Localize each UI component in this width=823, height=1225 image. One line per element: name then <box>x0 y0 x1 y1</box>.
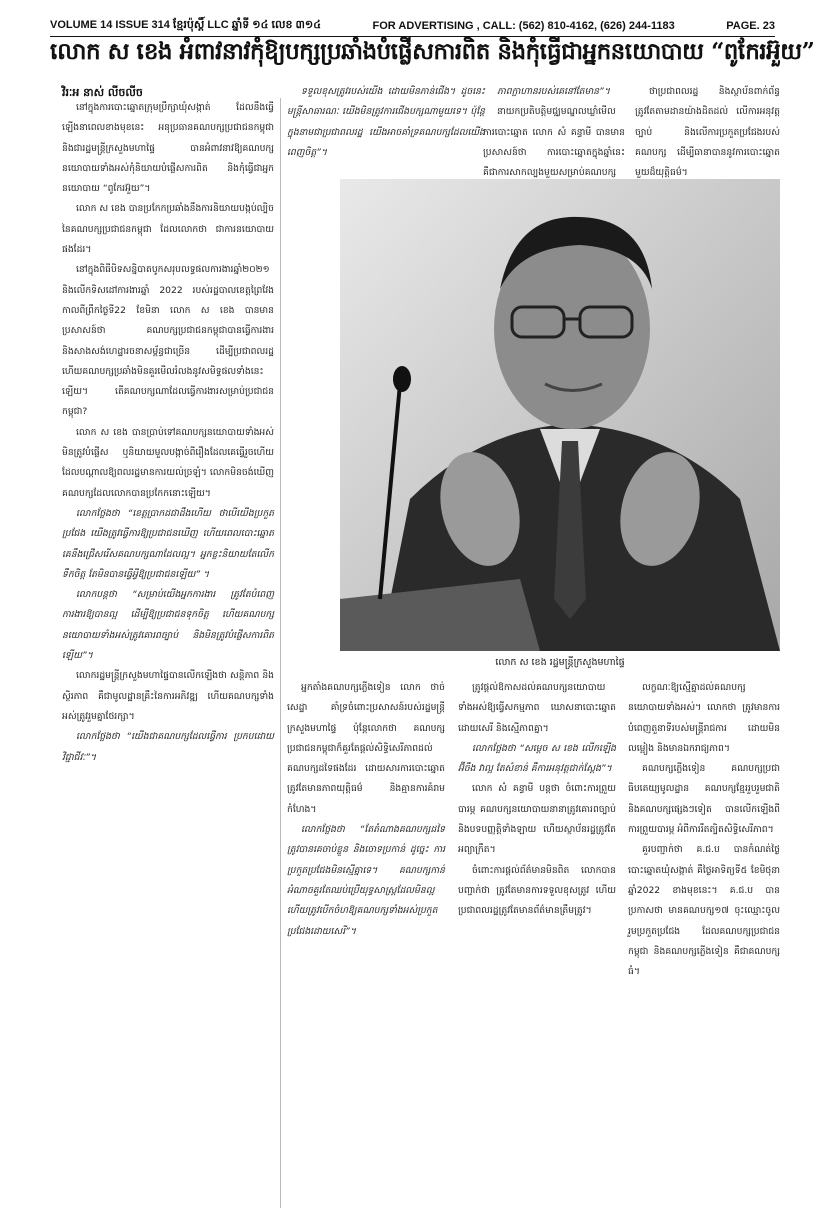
column-3 <box>483 82 625 178</box>
photo-caption: លោក ស ខេង រដ្ឋមន្ត្រីក្រសួងមហាផ្ទៃ <box>495 657 625 668</box>
article-paragraph: ចំពោះការផ្ដល់ព័ត៌មានមិនពិត លោកបានបញ្ជាក់ថា ត្រូវតែមានការទទួលខុសត្រូវ ហើយប្រជាពលរដ្ឋត្រូវតែមានព័ត៌មានត្រឹមត្រូវ។ <box>458 864 616 917</box>
advertising-contact: FOR ADVERTISING , CALL: (562) 810-4162, (626) 244-1183 <box>372 20 675 32</box>
article-paragraph: គួរបញ្ជាក់ថា គ.ជ.ប បានកំណត់ថ្ងៃបោះឆ្នោតឃុំសង្កាត់ គឺថ្ងៃអាទិត្យទី៥ ខែមិថុនា ឆ្នាំ2022 ខាងមុខនេះ។ គ.ជ.ប បានប្រកាសថា មានគណបក្ស១៧ ចុះឈ្មោះចូលរួមប្រកួតប្រជែង ដែលគណបក្សប្រជាជនកម្ពុជា និងគណបក្សភ្លើងទៀន គឺជាគណបក្សធំ។ <box>628 844 780 978</box>
article-paragraph: លោកថ្លែងថា “យើងជាគណបក្សដែលធ្វើការ ប្រកបដោយវិជ្ជាជីវៈ”។ <box>62 731 274 763</box>
article-paragraph: ទទួលខុសត្រូវរបស់យើង ដោយមិនភាន់ជើង។ ដូចនេះ មន្ត្រីសាធារណៈ យើងមិនត្រូវការជើងបក្សណាមួយទេ។ ប៉ុន្តែក្នុងនាមជាប្រជាពលរដ្ឋ យើងអាចគាំទ្រគណបក្សដែលយើងពេញចិត្ត”។ <box>287 86 485 158</box>
column-6 <box>458 678 616 1208</box>
article-paragraph: លោកថ្លែងថា “សម្ដេច ស ខេង លើកឡើងអ៊ីចឹង វាល្អ តែសំខាន់ គឺការអនុវត្តជាក់ស្ដែង”។ <box>458 742 616 775</box>
page-number: PAGE. 23 <box>726 20 775 32</box>
article-paragraph: លោកថ្លែងថា “តែតំណាងគណបក្សដទៃ ត្រូវបានគេចាប់ខ្លួន និងចោទប្រកាន់ ដូច្នេះ ការប្រកួតប្រជែងមិនស្មើគ្នាទេ។ គណបក្សកាន់អំណាចគួរតែឈប់ប្រើយុទ្ធសាស្ត្រដែលមិនល្អ ហើយត្រូវបើកចំហឱ្យគណបក្សទាំងអស់ប្រកួតប្រជែងដោយសេរី”។ <box>287 824 445 937</box>
masthead-bar <box>50 17 775 35</box>
column-7 <box>628 678 780 1208</box>
article-paragraph: លោក ស ខេង បានប្រកែកប្រឆាំងនឹងការនិយាយបង្កប់ល្បិចនៃគណបក្សប្រជាជនកម្ពុជា ដែលលោកថា ជាការនយោបាយ ផងដែរ។ <box>62 203 274 256</box>
article-paragraph: នាយកប្រតិបត្តិមជ្ឈមណ្ឌលឃ្លាំមើល ការបោះឆ្នោត លោក សំ គន្ធាមី បានមានប្រសាសន៍ថា ការបោះឆ្នោតក្នុងឆ្នាំនេះ គឺជាការសាកល្បងមួយសម្រាប់គណបក្ស <box>483 106 625 179</box>
byline: វិរៈអ នាស់ លីចលីច <box>62 86 143 99</box>
article-paragraph: អ្នកតាំងគណបក្សភ្លើងទៀន លោក ថាច់ សេដ្ឋា គាំទ្រចំពោះប្រសាសន៍របស់រដ្ឋមន្ត្រីក្រសួងមហាផ្ទៃ ប៉ុន្តែលោកថា គណបក្សប្រជាជនកម្ពុជាក៏គួរតែផ្ដល់សិទ្ធិសេរីភាពដល់គណបក្សដទៃផងដែរ ដោយសារការបោះឆ្នោតត្រូវតែមានភាពយុត្តិធម៌ និងគ្មានការគំរាមកំហែង។ <box>287 682 445 815</box>
column-2 <box>287 82 485 178</box>
header-rule <box>50 36 775 37</box>
article-paragraph: នៅក្នុងពិធីបិទសន្និបាតបូកសរុបលទ្ធផលការងារឆ្នាំ២០២១ និងលើកទិសដៅការងារឆ្នាំ 2022 របស់រដ្ឋបាលខេត្តព្រៃវែង កាលពីព្រឹកថ្ងៃទី22 ខែមិនា លោក ស ខេង បានមានប្រសាសន៍ថា គណបក្សប្រជាជនកម្ពុជាបានធ្វើការងារ និងសាងសង់ហេដ្ឋារចនាសម្ព័ន្ធជាច្រើន ដើម្បីប្រជាពលរដ្ឋ ហើយគណបក្សប្រឆាំងមិនគួរមើលរំលងនូវសមិទ្ធផលទាំងនេះឡើយ។ តើគណបក្សណាដែលធ្វើការងារសម្រាប់ប្រជាជនកម្ពុជា? <box>62 264 274 418</box>
article-photo <box>340 179 780 651</box>
article-paragraph: ភាពក្លាហានរបស់គេនៅតែមាន”។ <box>497 86 610 97</box>
column-divider <box>280 98 281 1208</box>
volume-issue: VOLUME 14 ISSUE 314 ខ្មែរប៉ុស្ដិ៍ LLC ឆ្នាំទី ១៤ លេខ ៣១៤ <box>50 19 321 31</box>
column-1 <box>62 98 274 1208</box>
article-headline: លោក ស ខេង អំពាវនាវកុំឱ្យបក្សប្រឆាំងបំផ្លើសការពិត និងកុំធ្វើជាអ្នកនយោបាយ “ពូកែរអ៊ួយ” <box>50 38 815 65</box>
article-paragraph: លោកបន្តថា “សម្រាប់យើងអ្នកការងារ ត្រូវតែបំពេញការងារឱ្យបានល្អ ដើម្បីឱ្យប្រជាជនទុកចិត្ត ហើយគណបក្សនយោបាយទាំងអស់ត្រូវគោរពច្បាប់ និងមិនត្រូវបំផ្លើសការពិតឡើយ”។ <box>62 589 274 662</box>
article-paragraph: ថាប្រជាពលរដ្ឋ និងស្ថាប័នពាក់ព័ន្ធត្រូវតែតាមដានយ៉ាងដិតដល់ លើការអនុវត្តច្បាប់ និងលើការប្រកួតប្រជែងរបស់គណបក្ស ដើម្បីធានាបាននូវការបោះឆ្នោតមួយដ៏យុត្តិធម៌។ <box>635 86 780 179</box>
article-paragraph: គណបក្សភ្លើងទៀន គណបក្សប្រជាធិបតេយ្យមូលដ្ឋាន គណបក្សខ្មែររួបរួមជាតិ និងគណបក្សផ្សេងៗទៀត បានលើកឡើងពីការព្រួយបារម្ភ អំពីការរឹតត្បិតសិទ្ធិសេរីភាព។ <box>628 763 780 836</box>
article-paragraph: នៅក្នុងការបោះឆ្នោតក្រុមប្រឹក្សាឃុំសង្កាត់ ដែលនឹងធ្វើឡើងនាពេលខាងមុខនេះ អនុប្រធានគណបក្សប្រជាជនកម្ពុជា និងជារដ្ឋមន្ត្រីក្រសួងមហាផ្ទៃ បានអំពាវនាវឱ្យគណបក្សនយោបាយទាំងអស់កុំនិយាយបំផ្លើសការពិត និងកុំធ្វើជាអ្នកនយោបាយ “ពូកែរអ៊ួយ”។ <box>62 102 274 195</box>
column-4 <box>635 82 780 178</box>
portrait-illustration <box>340 179 780 651</box>
article-paragraph: លោក សំ គន្ធាមី បន្តថា ចំពោះការព្រួយបារម្ភ គណបក្សនយោបាយនានាត្រូវគោរពច្បាប់ និងបទបញ្ញត្តិទាំងឡាយ ហើយស្ថាប័នរដ្ឋត្រូវតែអព្យាក្រឹត។ <box>458 783 616 856</box>
article-paragraph: ត្រូវផ្ដល់ឱកាសដល់គណបក្សនយោបាយទាំងអស់ឱ្យធ្វើសកម្មភាព ឃោសនាបោះឆ្នោតដោយសេរី និងស្មើភាពគ្នា។ <box>458 682 616 734</box>
article-paragraph: លោករដ្ឋមន្ត្រីក្រសួងមហាផ្ទៃបានលើកឡើងថា សន្តិភាព និងស្ថិរភាព គឺជាមូលដ្ឋានគ្រឹះនៃការអភិវឌ្ឍ ហើយគណបក្សទាំងអស់ត្រូវរួមគ្នាថែរក្សា។ <box>62 670 274 722</box>
article-paragraph: លោកថ្លែងថា “ខេត្តប្រាកដជាដឹងហើយ ថាបើយើងប្រកួតប្រជែង យើងត្រូវធ្វើការឱ្យប្រជាជនឃើញ ហើយពេលបោះឆ្នោតគេនឹងជ្រើសរើសគណបក្សណាដែលល្អ។ អ្នកខ្លះនិយាយតែលើកទឹកចិត្ត តែមិនបានធ្វើអ្វីឱ្យប្រជាជនឡើយ” ។ <box>62 507 274 580</box>
article-paragraph: លោក ស ខេង បានប្រាប់ទៅគណបក្សនយោបាយទាំងអស់មិនត្រូវបំផ្លើស ឬនិយាយមួលបង្កាច់ពីរឿងដែលគេធ្វើរួចហើយ ដែលបណ្ដាលឱ្យពលរដ្ឋមានការយល់ច្រឡំ។ លោកមិនចង់ឃើញគណបក្សដែលលោកបានប្រកែកនោះឡើយ។ <box>62 426 274 499</box>
article-paragraph: លក្ខណៈឱ្យស្មើគ្នាដល់គណបក្សនយោបាយទាំងអស់។ លោកថា ត្រូវមានការបំពេញតួនាទីរបស់មន្ត្រីរាជការ ដោយមិនលម្អៀង និងមានឯករាជ្យភាព។ <box>628 682 780 754</box>
column-5 <box>287 678 445 1208</box>
